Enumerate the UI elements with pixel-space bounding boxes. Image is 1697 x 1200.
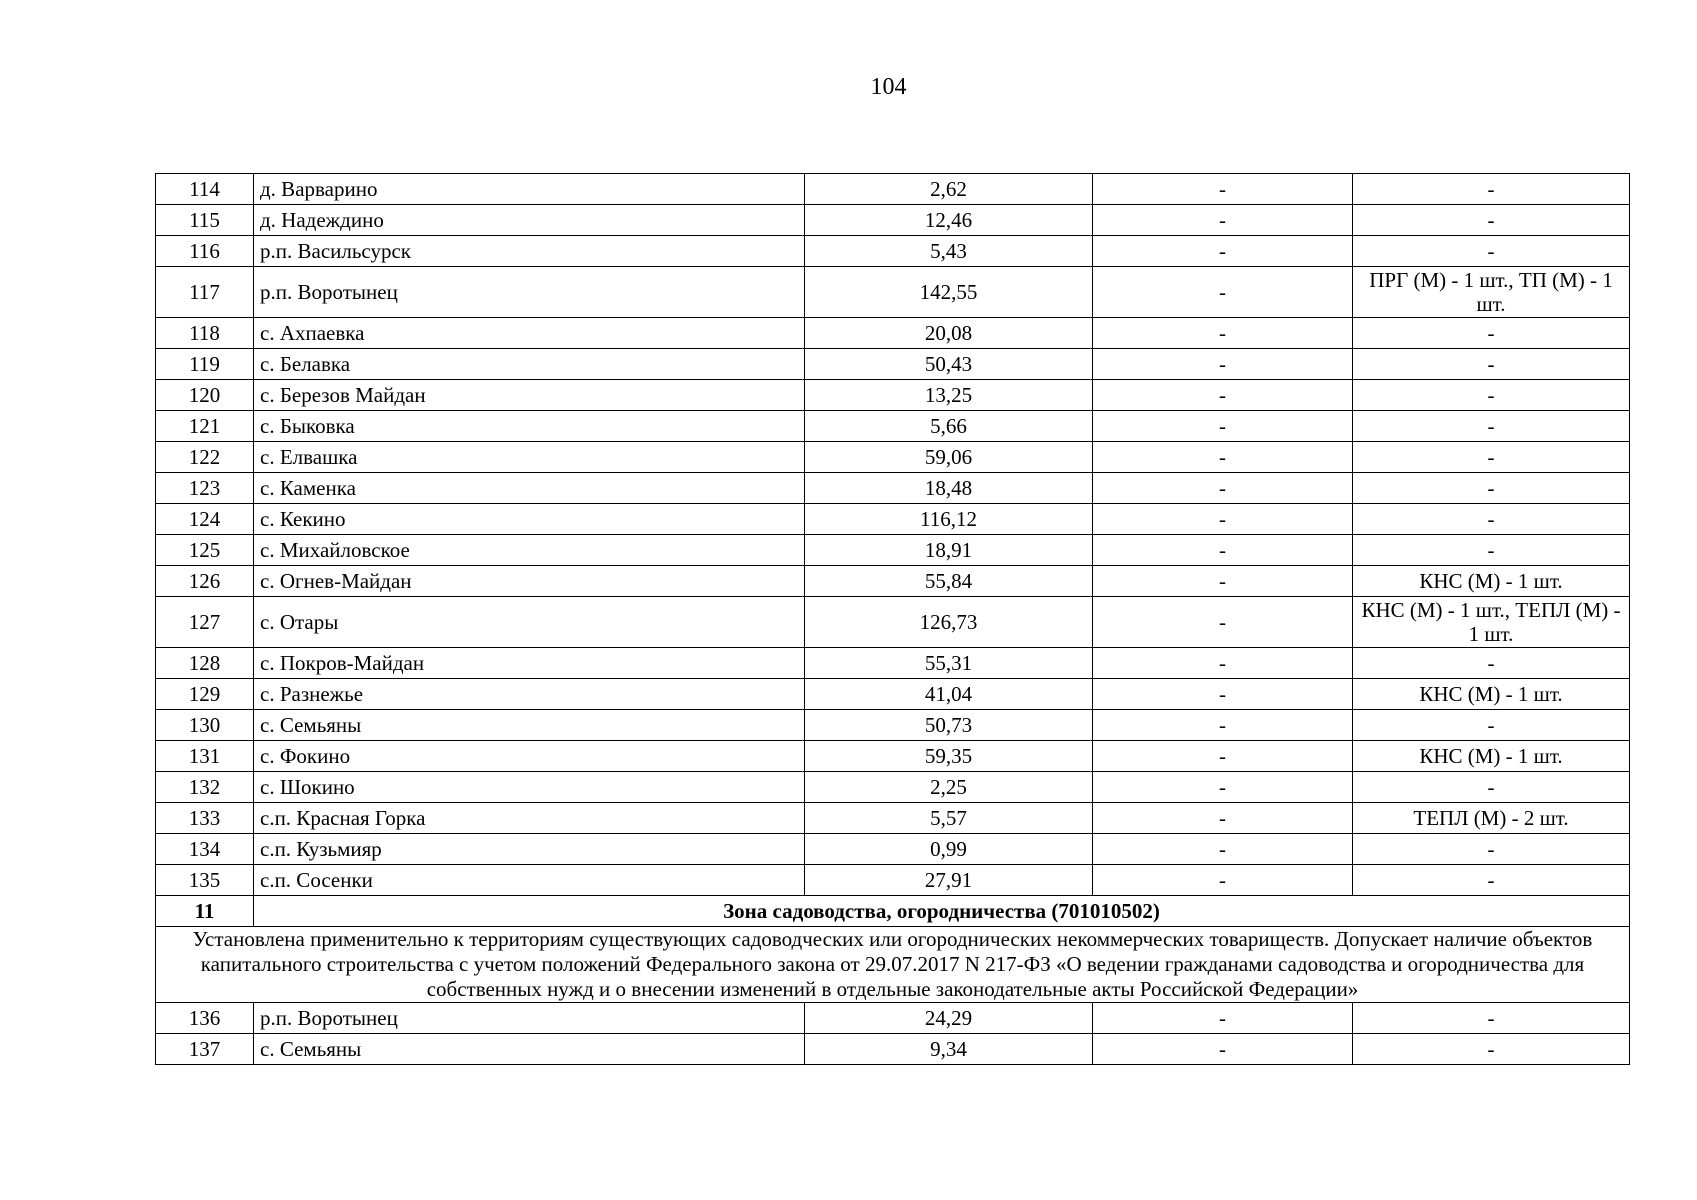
table-row	[156, 236, 1630, 267]
row-column-4: -	[1093, 772, 1353, 803]
table-row	[156, 504, 1630, 535]
table-row	[156, 442, 1630, 473]
row-number: 130	[156, 710, 254, 741]
section-description: Установлена применительно к территориям существующих садоводческих или огороднических некоммерческих товариществ. Допускает наличие объектов капитального строительства с учетом положений Федерального закона от 29.07.2017 N 217-ФЗ «О ведении гражданами садоводства и огородничества для собственных нужд и о внесении изменений в отдельные законодательные акты Российской Федерации»	[156, 927, 1630, 1003]
row-number: 121	[156, 411, 254, 442]
table-row	[156, 772, 1630, 803]
row-column-4: -	[1093, 174, 1353, 205]
row-area: 2,62	[805, 174, 1093, 205]
row-number: 117	[156, 267, 254, 318]
row-column-4: -	[1093, 710, 1353, 741]
row-area: 9,34	[805, 1034, 1093, 1065]
table-row	[156, 1003, 1630, 1034]
row-area: 5,66	[805, 411, 1093, 442]
row-objects: КНС (М) - 1 шт., ТЕПЛ (М) - 1 шт.	[1353, 597, 1630, 648]
row-objects: -	[1353, 1003, 1630, 1034]
row-objects: -	[1353, 865, 1630, 896]
section-title: Зона садоводства, огородничества (701010502)	[254, 896, 1630, 927]
table-row	[156, 1034, 1630, 1065]
row-objects: ПРГ (М) - 1 шт., ТП (М) - 1 шт.	[1353, 267, 1630, 318]
row-settlement-name: с.п. Кузьмияр	[254, 834, 805, 865]
row-objects: -	[1353, 504, 1630, 535]
row-area: 116,12	[805, 504, 1093, 535]
row-column-4: -	[1093, 679, 1353, 710]
row-settlement-name: с. Разнежье	[254, 679, 805, 710]
row-number: 118	[156, 318, 254, 349]
row-column-4: -	[1093, 535, 1353, 566]
row-column-4: -	[1093, 648, 1353, 679]
row-area: 27,91	[805, 865, 1093, 896]
row-settlement-name: с. Огнев-Майдан	[254, 566, 805, 597]
row-column-4: -	[1093, 741, 1353, 772]
row-objects: -	[1353, 380, 1630, 411]
row-objects: -	[1353, 535, 1630, 566]
table-row	[156, 648, 1630, 679]
row-number: 136	[156, 1003, 254, 1034]
section-number: 11	[156, 896, 254, 927]
row-number: 122	[156, 442, 254, 473]
table-row	[156, 566, 1630, 597]
row-number: 137	[156, 1034, 254, 1065]
row-number: 115	[156, 205, 254, 236]
row-objects: -	[1353, 710, 1630, 741]
row-column-4: -	[1093, 1034, 1353, 1065]
row-number: 129	[156, 679, 254, 710]
row-area: 5,57	[805, 803, 1093, 834]
table-row	[156, 174, 1630, 205]
row-column-4: -	[1093, 803, 1353, 834]
row-objects: ТЕПЛ (М) - 2 шт.	[1353, 803, 1630, 834]
row-settlement-name: д. Надеждино	[254, 205, 805, 236]
row-settlement-name: с. Белавка	[254, 349, 805, 380]
row-column-4: -	[1093, 834, 1353, 865]
row-area: 2,25	[805, 772, 1093, 803]
row-area: 59,06	[805, 442, 1093, 473]
row-objects: КНС (М) - 1 шт.	[1353, 679, 1630, 710]
row-number: 132	[156, 772, 254, 803]
row-settlement-name: с. Фокино	[254, 741, 805, 772]
row-area: 50,43	[805, 349, 1093, 380]
row-settlement-name: р.п. Воротынец	[254, 267, 805, 318]
row-column-4: -	[1093, 504, 1353, 535]
table-row	[156, 803, 1630, 834]
row-column-4: -	[1093, 473, 1353, 504]
table-row	[156, 380, 1630, 411]
row-column-4: -	[1093, 380, 1353, 411]
zones-table	[155, 173, 1630, 1065]
table-row	[156, 865, 1630, 896]
row-area: 55,84	[805, 566, 1093, 597]
page-number: 104	[870, 74, 907, 100]
row-number: 123	[156, 473, 254, 504]
row-settlement-name: с. Кекино	[254, 504, 805, 535]
row-area: 55,31	[805, 648, 1093, 679]
row-objects: КНС (М) - 1 шт.	[1353, 741, 1630, 772]
row-column-4: -	[1093, 318, 1353, 349]
row-objects: -	[1353, 205, 1630, 236]
row-objects: -	[1353, 174, 1630, 205]
row-objects: -	[1353, 772, 1630, 803]
table-row	[156, 411, 1630, 442]
row-settlement-name: с. Быковка	[254, 411, 805, 442]
row-settlement-name: с. Михайловское	[254, 535, 805, 566]
row-column-4: -	[1093, 349, 1353, 380]
row-area: 142,55	[805, 267, 1093, 318]
row-area: 50,73	[805, 710, 1093, 741]
row-settlement-name: с. Отары	[254, 597, 805, 648]
row-number: 126	[156, 566, 254, 597]
row-area: 59,35	[805, 741, 1093, 772]
row-area: 41,04	[805, 679, 1093, 710]
table-row	[156, 318, 1630, 349]
table-row	[156, 679, 1630, 710]
row-number: 125	[156, 535, 254, 566]
row-area: 5,43	[805, 236, 1093, 267]
row-settlement-name: с. Каменка	[254, 473, 805, 504]
row-number: 131	[156, 741, 254, 772]
row-number: 116	[156, 236, 254, 267]
table-row	[156, 741, 1630, 772]
table-row	[156, 267, 1630, 318]
row-settlement-name: с. Березов Майдан	[254, 380, 805, 411]
table-row	[156, 349, 1630, 380]
table-row	[156, 834, 1630, 865]
row-area: 18,91	[805, 535, 1093, 566]
row-column-4: -	[1093, 442, 1353, 473]
row-area: 13,25	[805, 380, 1093, 411]
row-settlement-name: с. Семьяны	[254, 1034, 805, 1065]
row-area: 18,48	[805, 473, 1093, 504]
row-area: 24,29	[805, 1003, 1093, 1034]
row-number: 133	[156, 803, 254, 834]
row-objects: -	[1353, 834, 1630, 865]
table-row	[156, 710, 1630, 741]
row-objects: -	[1353, 648, 1630, 679]
row-number: 127	[156, 597, 254, 648]
table-body-part1	[156, 174, 1630, 896]
row-settlement-name: с.п. Сосенки	[254, 865, 805, 896]
row-objects: -	[1353, 1034, 1630, 1065]
row-number: 134	[156, 834, 254, 865]
table-row	[156, 205, 1630, 236]
row-objects: -	[1353, 442, 1630, 473]
row-settlement-name: с. Шокино	[254, 772, 805, 803]
row-column-4: -	[1093, 205, 1353, 236]
row-settlement-name: р.п. Васильсурск	[254, 236, 805, 267]
row-column-4: -	[1093, 566, 1353, 597]
row-objects: -	[1353, 473, 1630, 504]
row-objects: -	[1353, 318, 1630, 349]
row-column-4: -	[1093, 411, 1353, 442]
row-objects: -	[1353, 411, 1630, 442]
row-area: 12,46	[805, 205, 1093, 236]
table-row	[156, 473, 1630, 504]
row-column-4: -	[1093, 597, 1353, 648]
row-number: 114	[156, 174, 254, 205]
row-column-4: -	[1093, 1003, 1353, 1034]
row-settlement-name: с. Елвашка	[254, 442, 805, 473]
row-number: 128	[156, 648, 254, 679]
row-objects: КНС (М) - 1 шт.	[1353, 566, 1630, 597]
row-column-4: -	[1093, 267, 1353, 318]
row-settlement-name: с. Семьяны	[254, 710, 805, 741]
row-objects: -	[1353, 349, 1630, 380]
row-number: 135	[156, 865, 254, 896]
row-area: 20,08	[805, 318, 1093, 349]
row-settlement-name: д. Варварино	[254, 174, 805, 205]
row-objects: -	[1353, 236, 1630, 267]
section-description-row	[156, 927, 1630, 1003]
row-number: 120	[156, 380, 254, 411]
row-number: 124	[156, 504, 254, 535]
row-number: 119	[156, 349, 254, 380]
row-settlement-name: с. Ахпаевка	[254, 318, 805, 349]
row-area: 0,99	[805, 834, 1093, 865]
table-section	[156, 896, 1630, 1003]
row-settlement-name: с. Покров-Майдан	[254, 648, 805, 679]
row-area: 126,73	[805, 597, 1093, 648]
row-settlement-name: с.п. Красная Горка	[254, 803, 805, 834]
row-column-4: -	[1093, 236, 1353, 267]
row-settlement-name: р.п. Воротынец	[254, 1003, 805, 1034]
section-header-row	[156, 896, 1630, 927]
table-row	[156, 535, 1630, 566]
row-column-4: -	[1093, 865, 1353, 896]
table-body-part2	[156, 1003, 1630, 1065]
table-row	[156, 597, 1630, 648]
